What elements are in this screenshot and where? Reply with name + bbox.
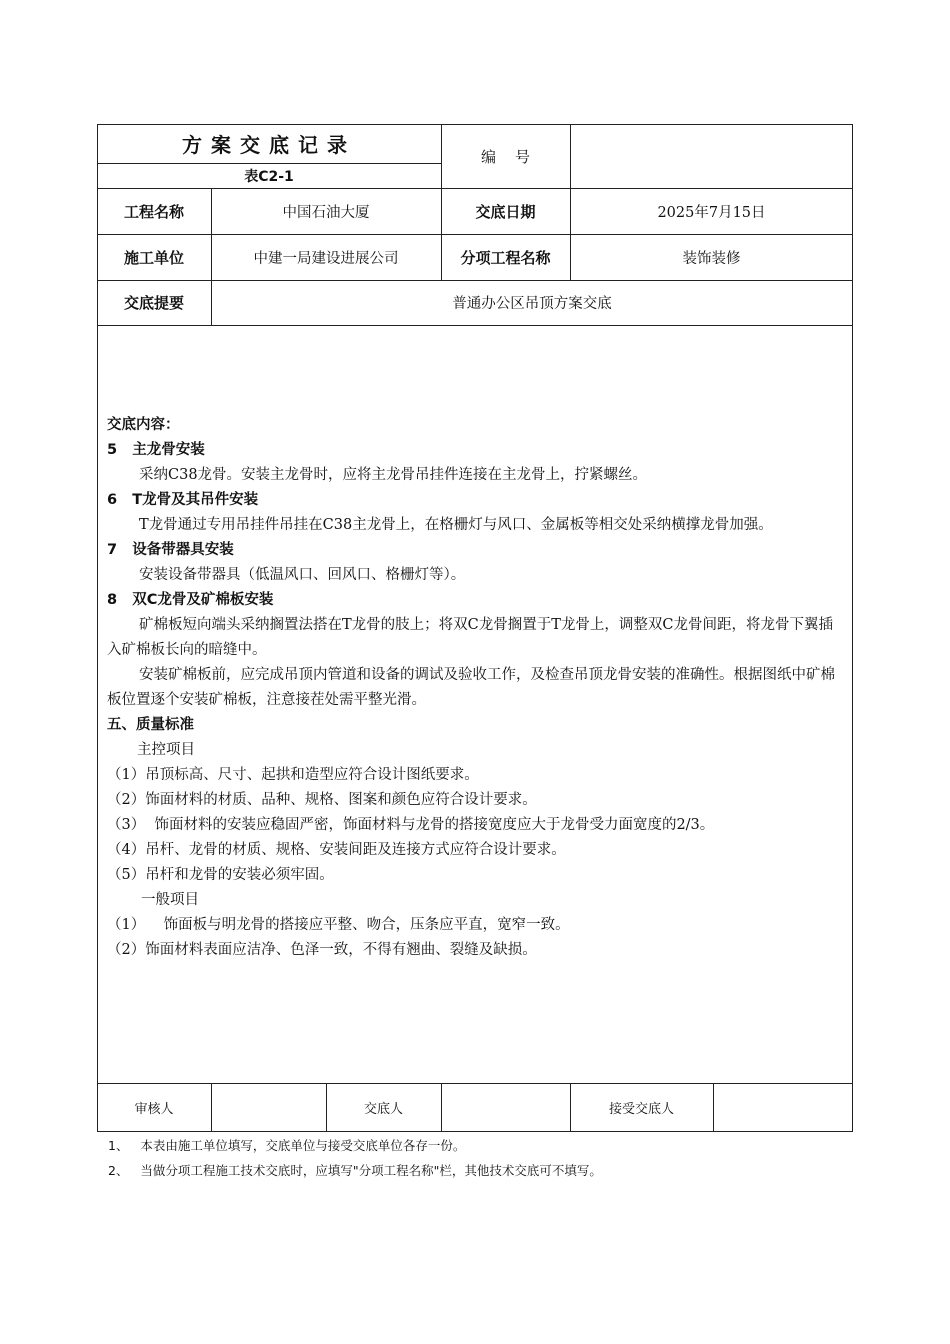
contractor-value[interactable]: 中建一局建设进展公司: [253, 250, 399, 267]
section-5-title: 5 主龙骨安装: [107, 442, 205, 458]
general-item: （1） 饰面板与明龙骨的搭接应平整、吻合，压条应平直，宽窄一致。: [107, 917, 570, 933]
contractor-label: 施工单位: [123, 248, 184, 267]
project-name-value[interactable]: 中国石油大厦: [282, 204, 370, 221]
reviewer-label: 审核人: [134, 1102, 174, 1117]
content-intro: 交底内容：: [107, 417, 180, 433]
number-label: 编 号: [480, 147, 531, 166]
section-8-text-1: 矿棉板短向端头采纳搁置法搭在T龙骨的肢上；将双C龙骨搁置于T龙骨上，调整双C龙骨间距，将龙骨下翼插入矿棉板长向的暗缝中。: [107, 617, 834, 658]
section-7-title: 7 设备带器具安装: [107, 542, 234, 558]
general-items-title: 一般项目: [141, 892, 199, 908]
project-name-label: 工程名称: [123, 202, 184, 221]
number-field[interactable]: [570, 124, 853, 188]
main-items-title: 主控项目: [137, 742, 195, 758]
quality-title: 五、质量标准: [107, 717, 194, 733]
divider: [97, 325, 853, 326]
presenter-label: 交底人: [363, 1102, 403, 1117]
main-item: （3） 饰面材料的安装应稳固严密，饰面材料与龙骨的搭接宽度应大于龙骨受力面宽度的2/3。: [107, 817, 715, 833]
main-item: （4）吊杆、龙骨的材质、规格、安装间距及连接方式应符合设计要求。: [107, 842, 566, 858]
section-6-text: T龙骨通过专用吊挂件吊挂在C38主龙骨上，在格栅灯与风口、金属板等相交处采纳横撑龙骨加强。: [139, 517, 773, 533]
section-5-text: 采纳C38龙骨。安装主龙骨时，应将主龙骨吊挂件连接在主龙骨上，拧紧螺丝。: [139, 467, 648, 483]
form-number: 表C2-1: [244, 168, 294, 185]
reviewer-field[interactable]: [211, 1083, 326, 1132]
main-item: （1）吊顶标高、尺寸、起拱和造型应符合设计图纸要求。: [107, 767, 479, 783]
receiver-field[interactable]: [713, 1083, 853, 1132]
section-6-title: 6 T龙骨及其吊件安装: [107, 492, 259, 508]
summary-label: 交底提要: [123, 294, 184, 312]
briefing-content: [107, 413, 845, 963]
section-8-text-2: 安装矿棉板前，应完成吊顶内管道和设备的调试及验收工作，及检查吊顶龙骨安装的准确性。根据图纸中矿棉板位置逐个安装矿棉板，注意接茬处需平整光滑。: [107, 667, 835, 708]
summary-value[interactable]: 普通办公区吊顶方案交底: [452, 296, 612, 312]
general-item: （2）饰面材料表面应洁净、色泽一致，不得有翘曲、裂缝及缺损。: [107, 942, 537, 958]
subproject-label: 分项工程名称: [460, 248, 551, 267]
footnote: 2、 当做分项工程施工技术交底时，应填写"分项工程名称"栏，其他技术交底可不填写。: [108, 1163, 602, 1178]
date-value[interactable]: 2025年7月15日: [657, 204, 766, 221]
page-title: 方案交底记录: [182, 133, 356, 157]
subproject-value[interactable]: 装饰装修: [682, 250, 741, 267]
section-7-text: 安装设备带器具（低温风口、回风口、格栅灯等）。: [139, 567, 466, 583]
receiver-label: 接受交底人: [608, 1102, 674, 1117]
main-item: （5）吊杆和龙骨的安装必须牢固。: [107, 867, 334, 883]
date-label: 交底日期: [475, 202, 536, 221]
footnote: 1、 本表由施工单位填写，交底单位与接受交底单位各存一份。: [108, 1138, 466, 1153]
main-item: （2）饰面材料的材质、品种、规格、图案和颜色应符合设计要求。: [107, 792, 537, 808]
presenter-field[interactable]: [441, 1083, 570, 1132]
section-8-title: 8 双C龙骨及矿棉板安装: [107, 592, 274, 608]
